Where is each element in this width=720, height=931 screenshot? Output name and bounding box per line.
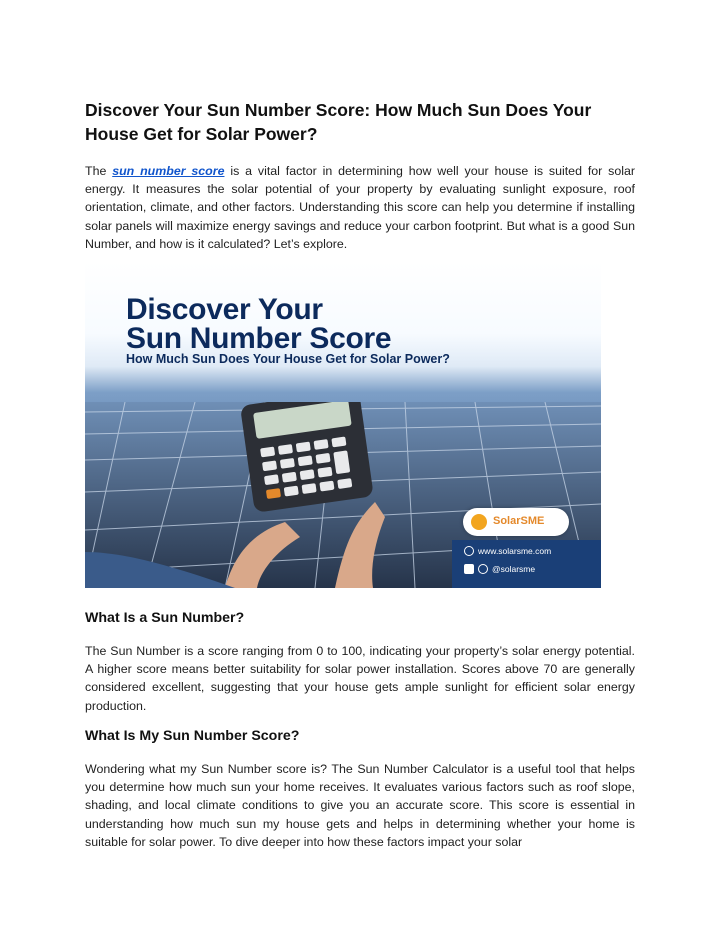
section-paragraph-what-is-sun-number: The Sun Number is a score ranging from 0 to 100, indicating your property’s solar energy potential. A higher score means better suitability for solar power installation. Scores above 70 are generally considered excellent, suggesting that your house gets ample sunlight for efficient solar energy production. — [85, 644, 635, 713]
globe-icon — [464, 546, 474, 556]
sun-logo-icon — [471, 514, 487, 530]
social-line — [464, 564, 535, 574]
brand-name: SolarSME — [493, 515, 545, 527]
banner-title-line2: Sun Number Score — [126, 322, 392, 355]
brand-logo — [463, 508, 569, 536]
section-heading-what-is-sun-number: What Is a Sun Number? — [85, 610, 245, 626]
contact-info-box — [452, 540, 601, 588]
social-handle: @solarsme — [492, 564, 536, 574]
intro-text-before: The — [85, 164, 113, 178]
website-text: www.solarsme.com — [478, 546, 552, 556]
section-paragraph-my-sun-number-score: Wondering what my Sun Number score is? The Sun Number Calculator is a useful tool that helps you determine how much sun your home receives. It evaluates various factors such as roof slope, shading, and local climate conditions to give you an accurate score. This score is essential in understanding how much sun my house gets and helps in determining whether your home is suitable for solar power. To dive deeper into how these factors impact your solar — [85, 762, 635, 849]
article-banner-image — [85, 262, 601, 588]
banner-title-line1: Discover Your — [126, 293, 323, 326]
banner-subtitle: How Much Sun Does Your House Get for Solar Power? — [126, 352, 450, 366]
instagram-icon — [478, 564, 488, 574]
intro-text-after: is a vital factor in determining how well your house is suited for solar energy. It measures the solar potential of your property by evaluating sunlight exposure, roof orientation, climate, and other factors. Understanding this score can help you determine if installing solar panels will maximize energy savings and reduce your carbon footprint. But what is a good Sun Number, and how is it calculated? Let’s explore. — [85, 164, 635, 251]
page-title: Discover Your Sun Number Score: How Much Sun Does Your House Get for Solar Power? — [85, 100, 592, 144]
facebook-icon — [464, 564, 474, 574]
website-line — [464, 546, 551, 556]
intro-paragraph — [85, 162, 635, 253]
calculator-illustration — [240, 402, 374, 513]
sun-number-score-link[interactable]: sun number score — [112, 164, 225, 178]
section-heading-my-sun-number-score: What Is My Sun Number Score? — [85, 728, 300, 744]
